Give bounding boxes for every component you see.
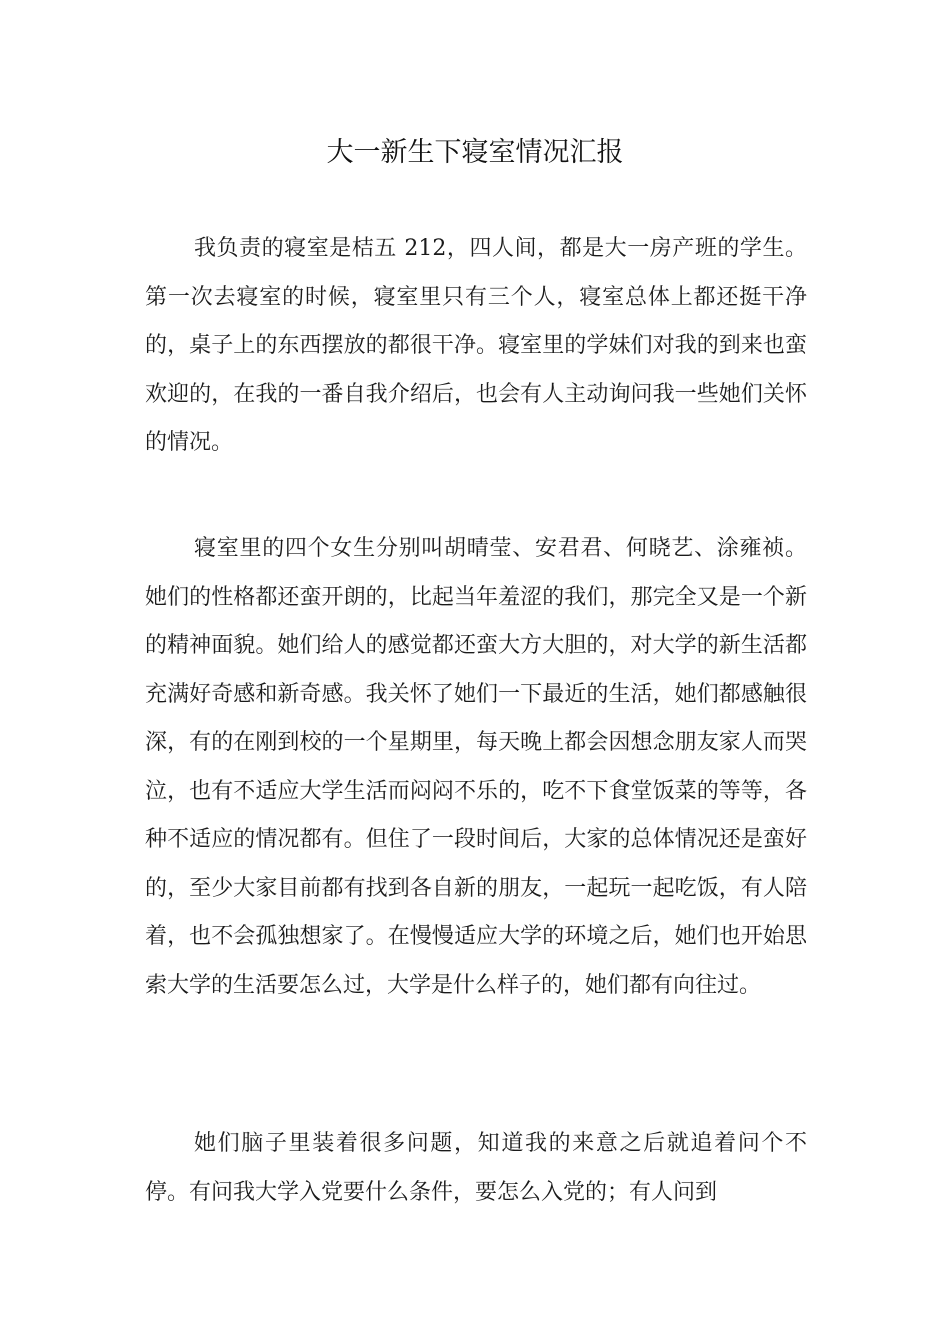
paragraph-2: 寝室里的四个女生分别叫胡晴莹、安君君、何晓艺、涂雍祯。她们的性格都还蛮开朗的，比起当年羞涩的我们，那完全又是一个新的精神面貌。她们给人的感觉都还蛮大方大胆的，对大学的新生活都充满好奇感和新奇感。我关怀了她们一下最近的生活，她们都感触很深，有的在刚到校的一个星期里，每天晚上都会因想念朋友家人而哭泣，也有不适应大学生活而闷闷不乐的，吃不下食堂饭菜的等等，各种不适应的情况都有。但住了一段时间后，大家的总体情况还是蛮好的，至少大家目前都有找到各自新的朋友，一起玩一起吃饭，有人陪着，也不会孤独想家了。在慢慢适应大学的环境之后，她们也开始思索大学的生活要怎么过，大学是什么样子的，她们都有向往过。 bbox=[145, 536, 807, 998]
paragraph-1: 我负责的寝室是桔五 212，四人间，都是大一房产班的学生。第一次去寝室的时候，寝室里只有三个人，寝室总体上都还挺干净的，桌子上的东西摆放的都很干净。寝室里的学妹们对我的到来也蛮欢迎的，在我的一番自我介绍后，也会有人主动询问我一些她们关怀的情况。 bbox=[145, 236, 807, 455]
paragraph-3: 她们脑子里装着很多问题，知道我的来意之后就追着问个不停。有问我大学入党要什么条件，要怎么入党的；有人问到 bbox=[145, 1131, 807, 1205]
document-title: 大一新生下寝室情况汇报 bbox=[326, 137, 624, 168]
